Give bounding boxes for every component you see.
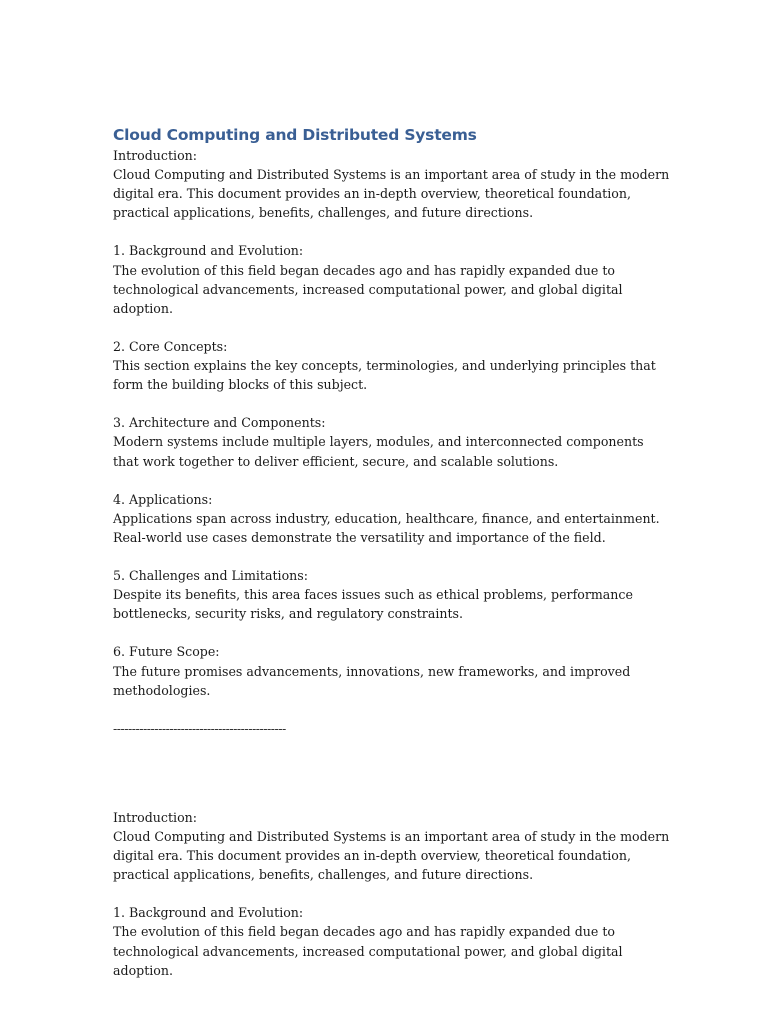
section-heading: Introduction: — [113, 148, 197, 163]
section-future-scope — [113, 642, 673, 699]
section-introduction — [113, 146, 673, 222]
section-divider: ---------------------------------------------- — [113, 720, 286, 736]
section-background-repeat — [113, 903, 673, 979]
section-applications — [113, 490, 673, 547]
section-heading: 5. Challenges and Limitations: — [113, 568, 308, 584]
section-text: Despite its benefits, this area faces issues such as ethical problems, performance bottlenecks, security risks, and regulatory constraints. — [113, 587, 633, 622]
section-text: The evolution of this field began decades ago and has rapidly expanded due to technological advancements, increased computational power, and global digital adoption. — [113, 924, 623, 978]
section-text: The evolution of this field began decades ago and has rapidly expanded due to technological advancements, increased computational power, and global digital adoption. — [113, 262, 623, 316]
section-heading: 3. Architecture and Components: — [113, 415, 326, 431]
document-body — [113, 124, 673, 999]
section-challenges — [113, 566, 673, 623]
section-heading: 1. Background and Evolution: — [113, 905, 304, 921]
section-heading: Introduction: — [113, 809, 197, 825]
section-introduction-repeat — [113, 808, 673, 884]
section-core-concepts — [113, 337, 673, 394]
section-text: Cloud Computing and Distributed Systems is an important area of study in the modern digital era. This document provides an in-depth overview, theoretical foundation, practical applications, benefits, challenges, and future directions. — [113, 829, 670, 883]
section-background — [113, 241, 673, 317]
section-heading: 1. Background and Evolution: — [113, 243, 304, 259]
section-text: Cloud Computing and Distributed Systems is an important area of study in the modern digital era. This document provides an in-depth overview, theoretical foundation, practical applications, benefits, challenges, and future directions. — [113, 167, 670, 221]
section-text: Modern systems include multiple layers, modules, and interconnected components that work together to deliver efficient, secure, and scalable solutions. — [113, 434, 644, 469]
section-text: The future promises advancements, innovations, new frameworks, and improved methodologies. — [113, 663, 631, 698]
section-heading: 2. Core Concepts: — [113, 338, 228, 354]
section-heading: 4. Applications: — [113, 491, 213, 507]
section-text: This section explains the key concepts, terminologies, and underlying principles that form the building blocks of this subject. — [113, 358, 656, 393]
section-architecture — [113, 413, 673, 470]
document-title: Cloud Computing and Distributed Systems — [113, 126, 477, 144]
section-text: Applications span across industry, education, healthcare, finance, and entertainment. Real-world use cases demonstrate the versatility and importance of the field. — [113, 510, 660, 545]
section-heading: 6. Future Scope: — [113, 644, 220, 660]
